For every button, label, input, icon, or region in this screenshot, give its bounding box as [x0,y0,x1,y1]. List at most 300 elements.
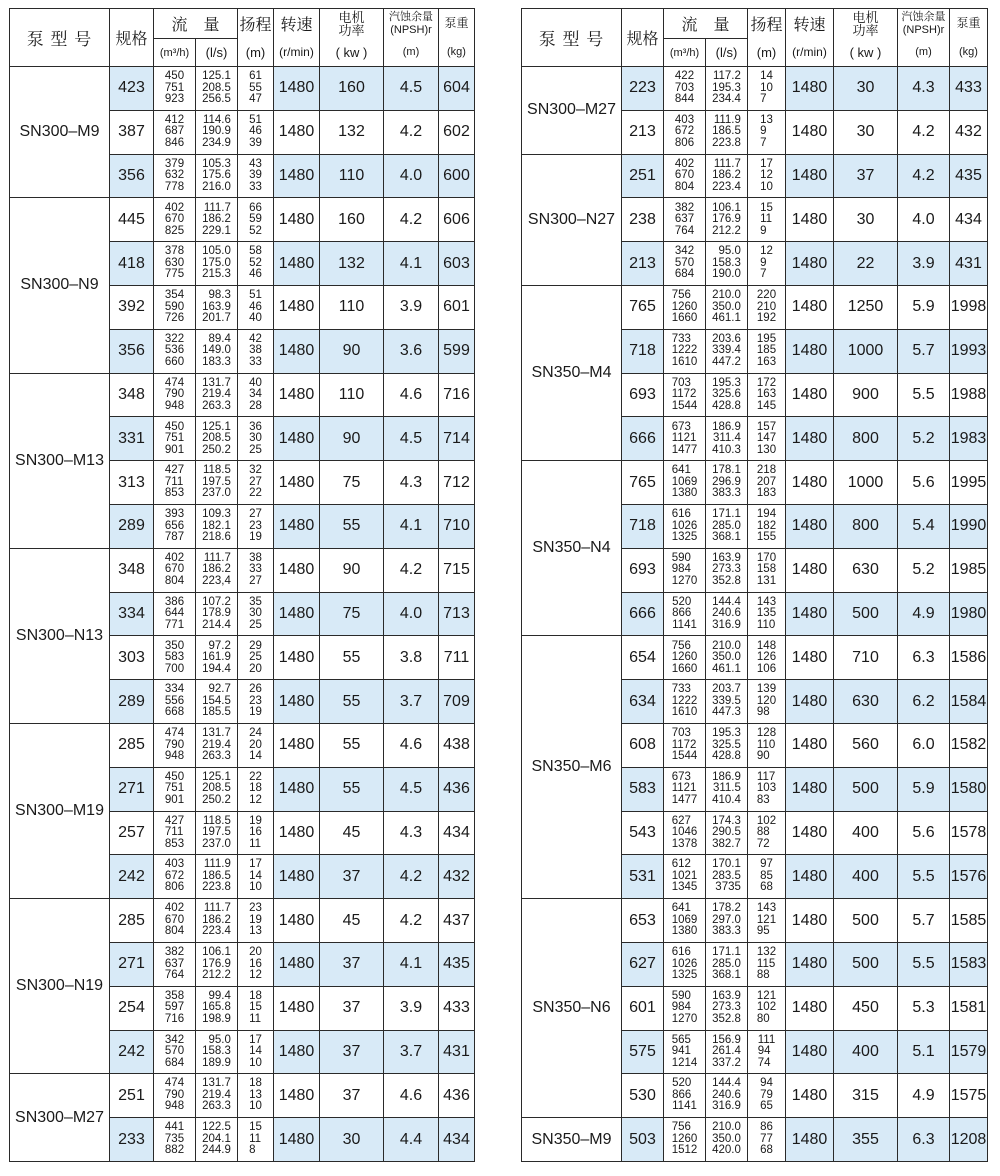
speed-cell: 1480 [786,767,834,811]
flow-ls-cell-value: 95.0 [208,1033,231,1046]
motor-power-cell: 160 [320,198,384,242]
weight-cell: 714 [439,417,475,461]
flow-ls-cell-value: 240.6 [712,1088,741,1101]
spec-cell: 271 [110,942,154,986]
npsh-cell: 3.9 [384,986,439,1030]
npsh-cell: 5.2 [898,548,950,592]
flow-m3h-cell-value: 1121 [671,432,697,445]
pump-spec-table-left [9,8,475,1162]
flow-m3h-cell [664,329,706,373]
header-flow: 流 量 [664,9,748,39]
flow-ls-cell-value: 171.1 [712,508,741,521]
npsh-cell: 6.0 [898,723,950,767]
npsh-cell: 3.7 [384,680,439,724]
flow-ls-cell-value: 203.7 [712,683,741,696]
table-row [522,636,988,680]
npsh-cell: 5.5 [898,855,950,899]
flow-ls-cell-value: 350.0 [712,651,741,663]
flow-m3h-cell-value: 984 [671,1001,691,1014]
flow-ls-cell-value: 223,4 [202,574,231,587]
motor-power-cell: 400 [834,855,898,899]
flow-ls-cell-value: 105.0 [202,245,231,258]
head-cell-value: 80 [756,1012,770,1025]
flow-ls-cell-value: 118.5 [202,464,231,477]
npsh-cell: 4.9 [898,1074,950,1118]
flow-m3h-cell-value: 703 [671,376,691,389]
head-cell-value: 18 [249,782,262,795]
flow-ls-cell-value: 297.0 [712,913,741,926]
flow-ls-cell-value: 178.2 [712,902,741,915]
flow-m3h-cell-value: 866 [672,607,692,620]
header-npsh-unit: (m) [384,39,439,67]
flow-ls-cell-value: 186.5 [712,125,741,138]
head-cell-value: 33 [249,355,262,368]
npsh-cell: 4.0 [898,198,950,242]
flow-ls-cell-value: 194.4 [202,662,231,675]
head-cell [238,373,274,417]
header-flow-unit-m3h: (m³/h) [664,39,706,67]
head-cell-value: 11 [249,837,262,850]
npsh-cell: 5.6 [898,461,950,505]
spec-cell: 718 [622,329,664,373]
flow-ls-cell-value: 234.9 [202,136,231,149]
flow-ls-cell [196,636,238,680]
flow-ls-cell-value: 447.3 [712,706,741,719]
flow-ls-cell-value: 178.9 [202,607,231,620]
flow-m3h-cell-value: 590 [164,300,185,313]
npsh-cell: 6.2 [898,680,950,724]
speed-cell: 1480 [274,154,320,198]
flow-m3h-cell-value: 616 [671,508,691,521]
flow-ls-cell [196,723,238,767]
flow-m3h-cell-value: 751 [164,782,185,795]
speed-cell: 1480 [274,373,320,417]
flow-m3h-cell-value: 866 [672,1088,692,1101]
flow-ls-cell-value: 219.4 [202,388,231,401]
flow-ls-cell-value: 350.0 [712,1132,741,1145]
speed-cell: 1480 [274,986,320,1030]
head-cell-value: 94 [757,1045,771,1058]
flow-ls-cell-value: 163.9 [202,300,231,313]
flow-m3h-cell-value: 627 [671,814,691,827]
table-row [522,285,988,329]
header-motor-unit: ( kw ) [320,39,384,67]
flow-m3h-cell-value: 637 [674,213,695,226]
motor-power-cell: 90 [320,548,384,592]
header-weight-unit: (kg) [439,39,475,67]
flow-ls-cell [196,1118,238,1162]
speed-cell: 1480 [274,198,320,242]
flow-m3h-cell [664,285,706,329]
flow-ls-cell-value: 154.5 [202,694,231,707]
npsh-cell: 4.1 [384,504,439,548]
motor-power-cell: 1000 [834,461,898,505]
flow-m3h-cell-value: 1069 [671,475,698,488]
head-cell-value: 33 [249,180,262,193]
pump-model-cell: SN300–N13 [10,548,110,723]
flow-m3h-cell-value: 804 [164,574,185,587]
head-cell-value: 132 [756,946,777,959]
weight-cell: 1998 [950,285,988,329]
flow-m3h-cell-value: 350 [164,639,185,652]
head-cell [238,855,274,899]
head-cell [748,811,786,855]
speed-cell: 1480 [786,548,834,592]
weight-cell: 712 [439,461,475,505]
head-cell-value: 83 [756,793,770,806]
flow-ls-cell-value: 201.7 [202,312,231,325]
flow-ls-cell-value: 195.3 [712,81,741,94]
head-cell-value: 16 [249,957,262,970]
flow-m3h-cell-value: 565 [671,1033,691,1046]
spec-cell: 718 [622,504,664,548]
flow-m3h-cell-value: 711 [164,826,184,839]
speed-cell: 1480 [274,1030,320,1074]
head-cell-value: 61 [249,70,262,83]
weight-cell: 711 [439,636,475,680]
flow-m3h-cell-value: 637 [164,957,185,970]
head-cell-value: 42 [249,332,262,345]
weight-cell: 434 [439,1118,475,1162]
head-cell-value: 13 [249,1088,262,1101]
flow-m3h-cell-value: 583 [164,651,185,663]
npsh-cell: 4.5 [384,67,439,111]
flow-m3h-cell-value: 1141 [672,618,697,631]
spec-cell: 303 [110,636,154,680]
head-cell-value: 8 [249,1144,256,1157]
flow-m3h-cell-value: 668 [164,706,185,719]
flow-m3h-cell-value: 1345 [671,881,698,894]
head-cell [748,242,786,286]
npsh-cell: 4.2 [384,899,439,943]
spec-cell: 654 [622,636,664,680]
head-cell-value: 14 [249,1045,262,1058]
npsh-cell: 5.4 [898,504,950,548]
head-cell-value: 145 [756,399,777,412]
flow-ls-cell [706,110,748,154]
flow-ls-cell [196,1074,238,1118]
flow-m3h-cell-value: 923 [164,93,185,106]
speed-cell: 1480 [274,811,320,855]
head-cell-value: 58 [249,245,262,258]
head-cell-value: 155 [756,531,777,544]
head-cell [238,811,274,855]
flow-m3h-cell-value: 1172 [671,738,697,751]
weight-cell: 600 [439,154,475,198]
head-cell-value: 218 [756,464,777,477]
flow-m3h-cell-value: 733 [671,683,691,696]
head-cell [748,592,786,636]
head-cell-value: 27 [249,475,262,488]
motor-power-cell: 710 [834,636,898,680]
flow-m3h-cell-value: 441 [164,1121,185,1134]
head-cell [238,198,274,242]
table-row [522,67,988,111]
flow-m3h-cell-value: 403 [674,113,695,126]
head-cell [748,110,786,154]
head-cell-value: 135 [756,607,777,620]
header-speed-unit: (r/min) [786,39,834,67]
flow-ls-cell [196,1030,238,1074]
weight-cell: 435 [439,942,475,986]
flow-ls-cell-value: 261.4 [712,1045,741,1058]
npsh-cell: 3.9 [384,285,439,329]
head-cell [238,986,274,1030]
motor-power-cell: 37 [320,942,384,986]
weight-cell: 601 [439,285,475,329]
flow-m3h-cell-value: 716 [164,1012,185,1025]
speed-cell: 1480 [274,548,320,592]
npsh-cell: 5.7 [898,899,950,943]
flow-ls-cell-value: 125.1 [202,770,231,783]
flow-ls-cell-value: 158.3 [712,256,741,269]
flow-m3h-cell-value: 804 [674,180,695,193]
flow-m3h-cell-value: 536 [164,344,185,357]
motor-power-cell: 400 [834,811,898,855]
head-cell-value: 15 [249,1121,262,1134]
flow-m3h-cell-value: 700 [164,662,185,675]
head-cell-value: 20 [249,738,262,751]
weight-cell: 604 [439,67,475,111]
flow-m3h-cell [664,242,706,286]
flow-ls-cell-value: 237.0 [202,487,231,500]
flow-m3h-cell-value: 756 [671,639,691,652]
motor-power-cell: 30 [320,1118,384,1162]
flow-m3h-cell-value: 412 [164,113,185,126]
flow-ls-cell [706,680,748,724]
spec-cell: 418 [110,242,154,286]
head-cell [238,67,274,111]
head-cell [238,504,274,548]
flow-ls-cell-value: 410.3 [712,443,741,456]
flow-m3h-cell [664,811,706,855]
flow-m3h-cell-value: 422 [674,70,695,83]
head-cell-value: 163 [756,355,777,368]
header-flow-unit-ls: (l/s) [706,39,748,67]
flow-ls-cell [706,242,748,286]
head-cell-value: 10 [760,180,773,193]
flow-ls-cell [196,373,238,417]
head-cell-value: 33 [249,563,262,576]
weight-cell: 710 [439,504,475,548]
head-cell-value: 126 [756,651,777,663]
npsh-cell: 5.9 [898,285,950,329]
flow-ls-cell-value: 163.9 [712,551,741,564]
weight-cell: 1990 [950,504,988,548]
flow-ls-cell [196,767,238,811]
flow-ls-cell [196,548,238,592]
flow-m3h-cell-value: 1380 [671,925,698,938]
header-flow-unit-ls: (l/s) [196,39,238,67]
flow-m3h-cell [154,373,196,417]
flow-m3h-cell-value: 632 [164,169,185,182]
head-cell-value: 74 [757,1056,771,1069]
flow-ls-cell [196,592,238,636]
flow-ls-cell [196,680,238,724]
weight-cell: 431 [950,242,988,286]
head-cell [238,329,274,373]
head-cell-value: 20 [249,946,262,959]
speed-cell: 1480 [274,329,320,373]
flow-ls-cell-value: 176.9 [202,957,231,970]
head-cell-value: 10 [249,881,262,894]
weight-cell: 1586 [950,636,988,680]
flow-m3h-cell-value: 1660 [671,312,698,325]
pump-model-cell: SN350–N4 [522,461,622,636]
flow-ls-cell [196,855,238,899]
flow-ls-cell-value: 461.1 [712,662,741,675]
flow-m3h-cell-value: 1214 [671,1056,698,1069]
flow-ls-cell-value: 170.1 [712,858,741,871]
flow-m3h-cell-value: 844 [674,93,695,106]
flow-ls-cell-value: 111.7 [203,201,231,214]
header-speed: 转速 [274,9,320,39]
flow-ls-cell-value: 263.3 [202,399,231,412]
flow-m3h-cell-value: 733 [671,332,691,345]
head-cell-value: 158 [756,563,777,576]
flow-ls-cell-value: 212.2 [712,224,741,237]
head-cell-value: 32 [249,464,262,477]
head-cell-value: 185 [756,344,777,357]
weight-cell: 1980 [950,592,988,636]
spec-cell: 348 [110,373,154,417]
flow-ls-cell [196,986,238,1030]
spec-cell: 627 [622,942,664,986]
flow-m3h-cell [664,855,706,899]
speed-cell: 1480 [786,680,834,724]
pump-model-cell: SN350–M9 [522,1118,622,1162]
flow-ls-cell-value: 186.2 [202,913,231,926]
flow-m3h-cell-value: 597 [164,1001,185,1014]
head-cell [238,285,274,329]
head-cell-value: 148 [756,639,777,652]
flow-m3h-cell-value: 402 [164,201,185,214]
speed-cell: 1480 [786,504,834,548]
flow-ls-cell [196,417,238,461]
head-cell-value: 52 [249,224,262,237]
flow-m3h-cell-value: 378 [164,245,185,258]
spec-cell: 445 [110,198,154,242]
flow-m3h-cell [664,592,706,636]
flow-ls-cell-value: 183.3 [202,355,231,368]
head-cell-value: 35 [249,595,262,608]
flow-m3h-cell-value: 1325 [671,531,698,544]
spec-cell: 634 [622,680,664,724]
head-cell [238,1074,274,1118]
spec-cell: 608 [622,723,664,767]
head-cell-value: 15 [249,1001,262,1014]
spec-cell: 213 [622,110,664,154]
flow-m3h-cell-value: 901 [164,443,185,456]
head-cell [238,154,274,198]
flow-m3h-cell-value: 644 [164,607,185,620]
spec-cell: 765 [622,461,664,505]
spec-cell: 331 [110,417,154,461]
head-cell-value: 163 [756,388,777,401]
motor-power-cell: 355 [834,1118,898,1162]
flow-m3h-cell-value: 379 [164,157,185,170]
speed-cell: 1480 [274,504,320,548]
head-cell-value: 139 [756,683,777,696]
flow-ls-cell-value: 204.1 [202,1132,231,1145]
head-cell-value: 13 [760,113,773,126]
flow-ls-cell-value: 316.9 [712,618,741,631]
weight-cell: 1582 [950,723,988,767]
header-weight: 泵重 [439,9,475,39]
head-cell-value: 195 [756,332,777,345]
head-cell-value: 77 [760,1132,773,1145]
flow-ls-cell-value: 316.9 [712,1100,741,1113]
npsh-cell: 3.9 [898,242,950,286]
weight-cell: 1995 [950,461,988,505]
speed-cell: 1480 [786,373,834,417]
header-spec: 规格 [622,9,664,67]
flow-m3h-cell [664,680,706,724]
flow-ls-cell-value: 117.2 [712,70,741,83]
head-cell-value: 19 [249,814,262,827]
flow-m3h-cell-value: 590 [671,989,691,1002]
head-cell [748,636,786,680]
head-cell-value: 120 [756,694,777,707]
flow-m3h-cell-value: 735 [164,1132,185,1145]
speed-cell: 1480 [274,285,320,329]
head-cell-value: 79 [760,1088,773,1101]
head-cell-value: 94 [760,1077,773,1090]
weight-cell: 1993 [950,329,988,373]
flow-ls-cell-value: 208.5 [202,81,231,94]
head-cell-value: 90 [756,750,770,763]
flow-m3h-cell [664,899,706,943]
speed-cell: 1480 [274,417,320,461]
speed-cell: 1480 [786,67,834,111]
flow-ls-cell [706,373,748,417]
flow-m3h-cell-value: 751 [164,432,185,445]
motor-power-cell: 37 [320,1074,384,1118]
flow-ls-cell-value: 208.5 [202,432,231,445]
flow-m3h-cell-value: 334 [164,683,185,696]
flow-ls-cell-value: 219.4 [202,738,231,751]
head-cell [238,592,274,636]
flow-ls-cell-value: 189.9 [202,1056,231,1069]
speed-cell: 1480 [274,67,320,111]
motor-power-cell: 55 [320,504,384,548]
flow-m3h-cell [664,110,706,154]
weight-cell: 599 [439,329,475,373]
motor-power-cell: 110 [320,154,384,198]
npsh-cell: 4.3 [898,67,950,111]
flow-m3h-cell [154,154,196,198]
spec-cell: 213 [622,242,664,286]
weight-cell: 1576 [950,855,988,899]
flow-m3h-cell [664,942,706,986]
head-cell-value: 143 [756,902,777,915]
flow-m3h-cell-value: 1021 [671,869,698,882]
spec-cell: 289 [110,504,154,548]
flow-m3h-cell-value: 790 [164,388,185,401]
flow-ls-cell-value: 186.2 [202,563,231,576]
flow-m3h-cell [664,198,706,242]
flow-m3h-cell-value: 984 [671,563,691,576]
flow-ls-cell-value: 109.3 [202,508,231,521]
spec-cell: 503 [622,1118,664,1162]
flow-ls-cell [706,504,748,548]
flow-ls-cell-value: 285.0 [712,957,741,970]
header-flow-unit-m3h: (m³/h) [154,39,196,67]
pump-model-cell: SN350–N6 [522,899,622,1118]
flow-ls-cell-value: 223.4 [202,925,231,938]
head-cell-value: 7 [760,93,767,106]
spec-cell: 666 [622,417,664,461]
